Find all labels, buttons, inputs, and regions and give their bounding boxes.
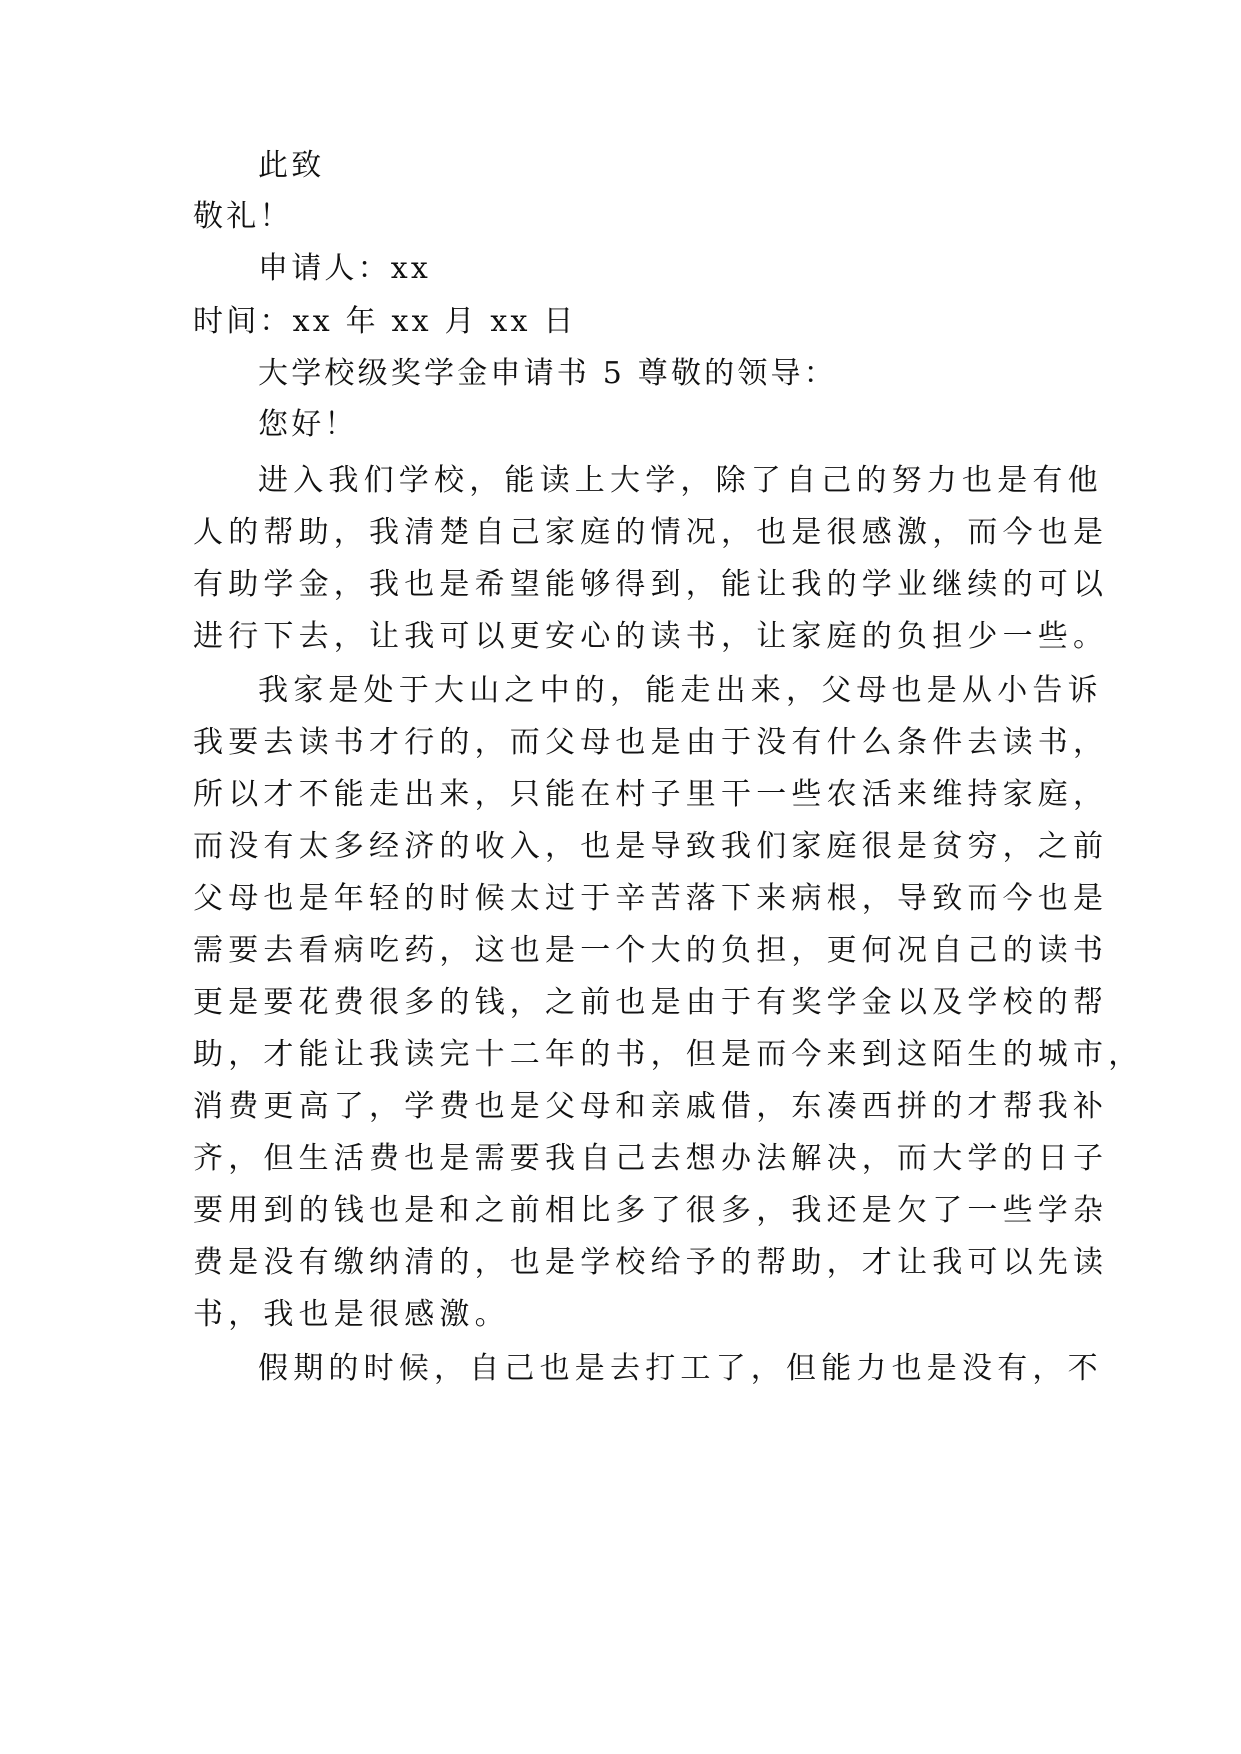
greeting-line: 您好！: [258, 407, 358, 442]
paragraph-1-line-3: 有助学金，我也是希望能够得到，能让我的学业继续的可以: [193, 567, 1109, 602]
paragraph-2-line-12: 费是没有缴纳清的，也是学校给予的帮助，才让我可以先读: [193, 1245, 1109, 1280]
paragraph-1-line-4: 进行下去，让我可以更安心的读书，让家庭的负担少一些。: [193, 619, 1109, 654]
paragraph-2-line-11: 要用到的钱也是和之前相比多了很多，我还是欠了一些学杂: [193, 1193, 1109, 1228]
paragraph-2-line-9: 消费更高了，学费也是父母和亲戚借，东凑西拼的才帮我补: [193, 1089, 1109, 1124]
paragraph-2-line-7: 更是要花费很多的钱，之前也是由于有奖学金以及学校的帮: [193, 985, 1109, 1020]
applicant-line: 申请人：xx: [258, 251, 432, 286]
closing-respect: 敬礼！: [193, 199, 293, 234]
paragraph-1-line-2: 人的帮助，我清楚自己家庭的情况，也是很感激，而今也是: [193, 515, 1109, 550]
paragraph-2-line-6: 需要去看病吃药，这也是一个大的负担，更何况自己的读书: [193, 933, 1109, 968]
paragraph-3-line-1: 假期的时候，自己也是去打工了，但能力也是没有，不: [258, 1351, 1103, 1386]
paragraph-2-line-13: 书，我也是很感激。: [193, 1297, 510, 1332]
paragraph-2-line-2: 我要去读书才行的，而父母也是由于没有什么条件去读书，: [193, 725, 1109, 760]
paragraph-2-line-5: 父母也是年轻的时候太过于辛苦落下来病根，导致而今也是: [193, 881, 1109, 916]
paragraph-2-line-8: 助，才能让我读完十二年的书，但是而今来到这陌生的城市，: [193, 1037, 1144, 1072]
paragraph-2-line-10: 齐，但生活费也是需要我自己去想办法解决，而大学的日子: [193, 1141, 1109, 1176]
letter-heading: 大学校级奖学金申请书 5 尊敬的领导：: [258, 356, 837, 391]
paragraph-1-line-1: 进入我们学校，能读上大学，除了自己的努力也是有他: [258, 463, 1103, 498]
closing-salutation: 此致: [258, 148, 325, 183]
paragraph-2-line-4: 而没有太多经济的收入，也是导致我们家庭很是贫穷，之前: [193, 829, 1109, 864]
date-line: 时间：xx 年 xx 月 xx 日: [193, 304, 577, 339]
paragraph-2-line-3: 所以才不能走出来，只能在村子里干一些农活来维持家庭，: [193, 777, 1109, 812]
paragraph-2-line-1: 我家是处于大山之中的，能走出来，父母也是从小告诉: [258, 673, 1103, 708]
